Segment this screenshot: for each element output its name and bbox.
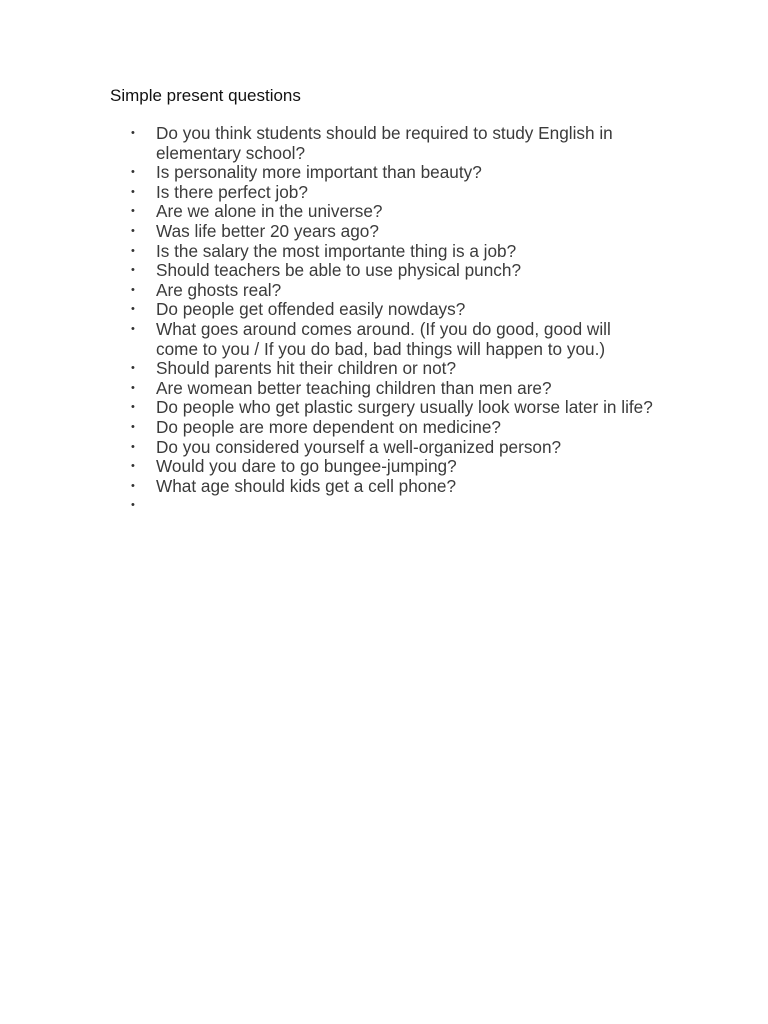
- bullet-icon: •: [131, 479, 135, 492]
- bullet-icon: •: [131, 244, 135, 257]
- question-item: [131, 162, 656, 183]
- bullet-icon: •: [131, 322, 135, 335]
- bullet-icon: •: [131, 499, 135, 512]
- question-text: Should parents hit their children or not?: [156, 358, 457, 379]
- question-item: [131, 456, 656, 477]
- question-text: Do people are more dependent on medicine?: [156, 416, 501, 437]
- question-text: [156, 496, 656, 516]
- question-text: Would you dare to go bungee-jumping?: [156, 456, 457, 477]
- question-item: [131, 436, 656, 458]
- question-text: Is the salary the most importante thing is a job?: [156, 240, 517, 261]
- question-text: Do people get offended easily nowdays?: [156, 299, 466, 320]
- bullet-icon: •: [131, 401, 135, 414]
- question-text: What age should kids get a cell phone?: [156, 475, 457, 496]
- question-item: [131, 260, 656, 281]
- question-text: Was life better 20 years ago?: [156, 220, 379, 241]
- bullet-icon: •: [131, 166, 135, 179]
- question-list: [131, 123, 656, 516]
- bullet-icon: •: [131, 185, 135, 198]
- question-item: [131, 475, 656, 497]
- question-item: [131, 318, 656, 359]
- question-item: [131, 299, 656, 320]
- question-text: Are we alone in the universe?: [156, 201, 383, 222]
- bullet-icon: •: [131, 440, 135, 453]
- question-item: [131, 397, 656, 418]
- question-text: Are womean better teaching children than men are?: [156, 377, 552, 398]
- bullet-icon: •: [131, 205, 135, 218]
- document-title: Simple present questions: [110, 86, 301, 105]
- bullet-icon: •: [131, 460, 135, 473]
- question-item: [131, 377, 656, 399]
- question-text: Are ghosts real?: [156, 279, 282, 300]
- bullet-icon: •: [131, 224, 135, 237]
- question-text: Do people who get plastic surgery usually look worse later in life?: [156, 397, 653, 418]
- bullet-icon: •: [131, 362, 135, 375]
- question-item: [131, 201, 656, 222]
- question-item: [131, 279, 656, 301]
- bullet-icon: •: [131, 420, 135, 433]
- bullet-icon: •: [131, 264, 135, 277]
- question-item: [131, 220, 656, 242]
- question-text: Do you think students should be required to study English in elementary school?: [156, 123, 613, 163]
- bullet-icon: •: [131, 381, 135, 394]
- question-text: What goes around comes around. (If you do good, good will come to you / If you do bad, bad things will happen to you.): [156, 318, 611, 359]
- bullet-icon: •: [131, 283, 135, 296]
- question-item: [131, 181, 656, 203]
- question-text: Is there perfect job?: [156, 181, 308, 202]
- question-item: [131, 496, 656, 516]
- question-item: [131, 240, 656, 262]
- question-item: [131, 358, 656, 379]
- question-text: Is personality more important than beauty?: [156, 162, 482, 183]
- question-item: [131, 123, 656, 163]
- question-item: [131, 416, 656, 438]
- bullet-icon: •: [131, 303, 135, 316]
- bullet-icon: •: [131, 127, 135, 139]
- question-text: Do you considered yourself a well-organized person?: [156, 436, 562, 457]
- question-text: Should teachers be able to use physical punch?: [156, 260, 522, 281]
